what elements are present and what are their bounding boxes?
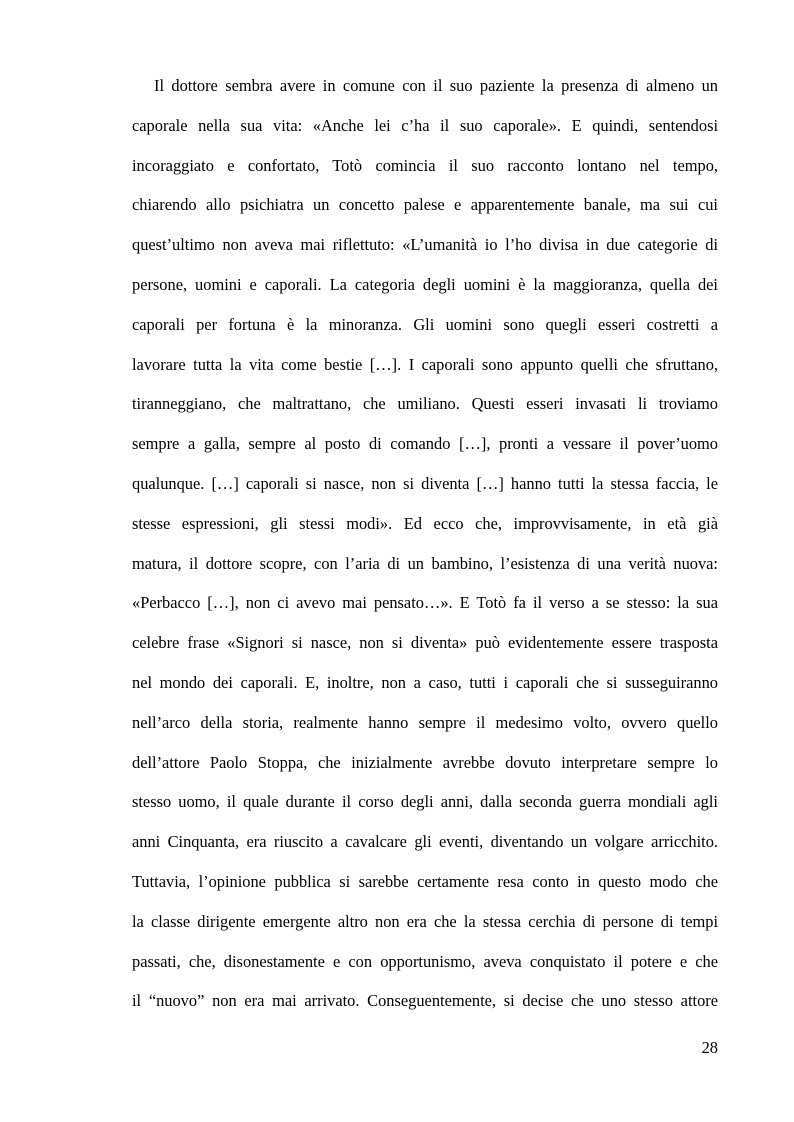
text-line: caporali per fortuna è la minoranza. Gli uomini sono quegli esseri costretti a bbox=[132, 314, 718, 334]
text-line: caporale nella sua vita: «Anche lei c’ha il suo caporale». E quindi, sentendosi bbox=[132, 115, 718, 135]
body-paragraph bbox=[132, 72, 718, 1027]
text-line: sempre a galla, sempre al posto di comando […], pronti a vessare il pover’uomo bbox=[132, 434, 718, 454]
text-line: Tuttavia, l’opinione pubblica si sarebbe certamente resa conto in questo modo che bbox=[132, 871, 718, 891]
text-line: matura, il dottore scopre, con l’aria di un bambino, l’esistenza di una verità nuova: bbox=[132, 553, 718, 573]
text-line: lavorare tutta la vita come bestie […]. I caporali sono appunto quelli che sfruttano, bbox=[132, 354, 718, 374]
text-line: passati, che, disonestamente e con opportunismo, aveva conquistato il potere e che bbox=[132, 951, 718, 971]
text-line: nell’arco della storia, realmente hanno sempre il medesimo volto, ovvero quello bbox=[132, 712, 718, 732]
text-line: «Perbacco […], non ci avevo mai pensato…». E Totò fa il verso a se stesso: la sua bbox=[132, 593, 718, 613]
page-number: 28 bbox=[701, 1038, 718, 1057]
text-line: Il dottore sembra avere in comune con il suo paziente la presenza di almeno un bbox=[154, 76, 718, 95]
text-line: stesse espressioni, gli stessi modi». Ed ecco che, improvvisamente, in età già bbox=[132, 513, 718, 533]
text-line: dell’attore Paolo Stoppa, che inizialmente avrebbe dovuto interpretare sempre lo bbox=[132, 752, 718, 772]
text-line: incoraggiato e confortato, Totò comincia il suo racconto lontano nel tempo, bbox=[132, 155, 718, 175]
text-line: anni Cinquanta, era riuscito a cavalcare gli eventi, diventando un volgare arricchito. bbox=[132, 832, 718, 852]
text-line: stesso uomo, il quale durante il corso degli anni, dalla seconda guerra mondiali agli bbox=[132, 792, 718, 812]
text-line: chiarendo allo psichiatra un concetto palese e apparentemente banale, ma sui cui bbox=[132, 195, 718, 215]
text-line: nel mondo dei caporali. E, inoltre, non a caso, tutti i caporali che si susseguiranno bbox=[132, 672, 718, 692]
text-line: qualunque. […] caporali si nasce, non si diventa […] hanno tutti la stessa faccia, le bbox=[132, 473, 718, 493]
text-line: celebre frase «Signori si nasce, non si diventa» può evidentemente essere trasposta bbox=[132, 633, 718, 653]
text-line: persone, uomini e caporali. La categoria degli uomini è la maggioranza, quella dei bbox=[132, 274, 718, 294]
text-line: il “nuovo” non era mai arrivato. Conseguentemente, si decise che uno stesso attore bbox=[132, 991, 718, 1011]
text-line: la classe dirigente emergente altro non era che la stessa cerchia di persone di tempi bbox=[132, 911, 718, 931]
text-line: tiranneggiano, che maltrattano, che umiliano. Questi esseri invasati li troviamo bbox=[132, 394, 718, 414]
text-line: quest’ultimo non aveva mai riflettuto: «L’umanità io l’ho divisa in due categorie di bbox=[132, 235, 718, 255]
